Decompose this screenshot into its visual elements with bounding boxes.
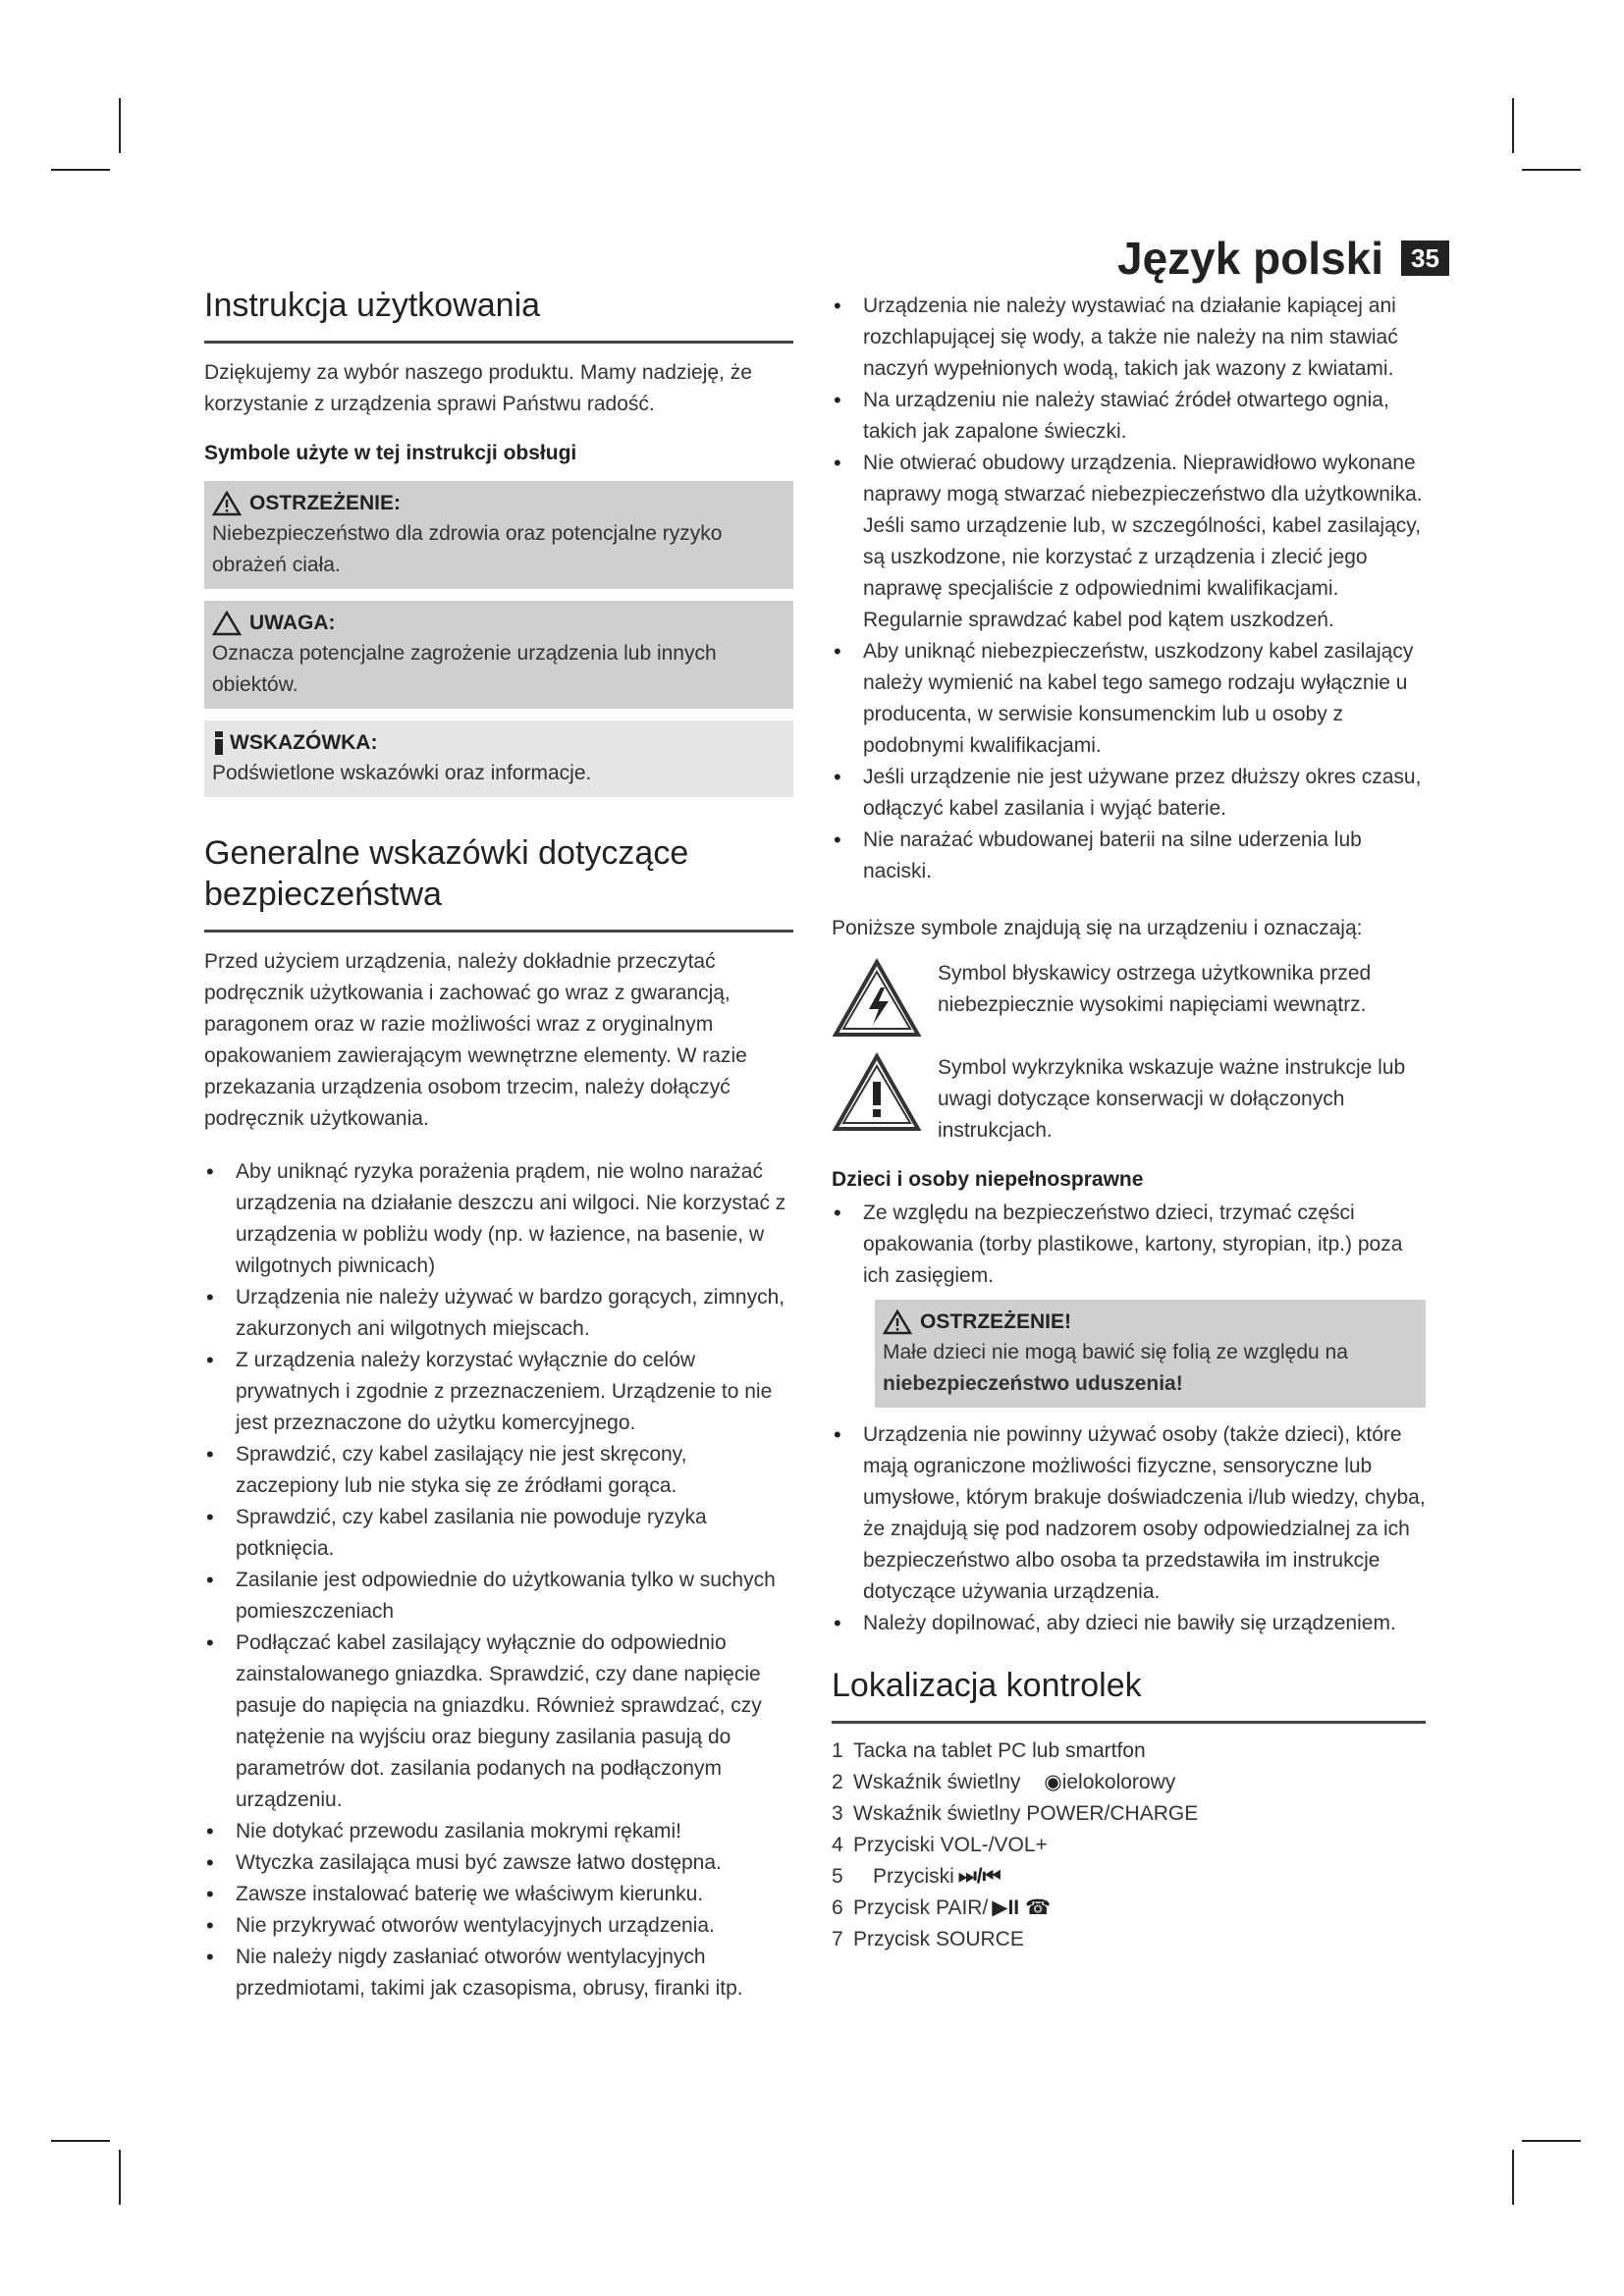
lightning-symbol-text: Symbol błyskawicy ostrzega użytkownika przed niebezpiecznie wysokimi napięciami wewnątrz. xyxy=(938,962,1372,1016)
multicolor-led-icon: ◉ xyxy=(1044,1770,1062,1793)
play-pause-phone-icon: ▶II ☎ xyxy=(992,1896,1052,1919)
crop-mark xyxy=(119,98,121,153)
crop-mark xyxy=(1512,2150,1514,2205)
warning-title-row xyxy=(212,489,784,518)
page-header xyxy=(1117,232,1449,285)
list-item: • Nie przykrywać otworów wentylacyjnych urządzenia. xyxy=(204,1910,793,1942)
exclamation-symbol-text: Symbol wykrzyknika wskazuje ważne instrukcje lub uwagi dotyczące konserwacji w dołączonych instrukcjach. xyxy=(938,1056,1406,1142)
children-list xyxy=(832,1198,1426,1292)
controls-title: Lokalizacja kontrolek xyxy=(832,1665,1426,1724)
list-item: • Nie należy nigdy zasłaniać otworów wentylacyjnych przedmiotami, takimi jak czasopisma, obrusy, firanki itp. xyxy=(204,1942,793,2004)
crop-mark xyxy=(119,2150,121,2205)
item-label: Przyciski VOL-/VOL+ xyxy=(853,1833,1048,1856)
controls-list xyxy=(832,1735,1426,1955)
item-number: 3 xyxy=(832,1801,843,1825)
crop-mark xyxy=(1522,2140,1581,2142)
caution-title: UWAGA: xyxy=(249,611,336,634)
list-item: • Urządzenia nie należy wystawiać na działanie kapiącej ani rozchlapującej się wody, a także nie należy na nim stawiać naczyń wypełnionych wodą, takich jak wazony z kwiatami. xyxy=(832,291,1426,385)
intro-title: Instrukcja użytkowania xyxy=(204,285,793,344)
caution-triangle-icon xyxy=(212,611,242,636)
list-item: • Urządzenia nie powinny używać osoby (także dzieci), które mają ograniczone możliwości fizyczne, sensoryczne lub umysłowe, którym brakuje doświadczenia i/lub wiedzy, chyba, że znajdują się pod nadzorem osoby odpowiedzialnej za ich bezpieczeństwo albo osoba ta przedstawiła im instrukcje dotyczące używania urządzenia. xyxy=(832,1419,1426,1608)
children-warning-box xyxy=(875,1300,1426,1408)
list-item xyxy=(832,1735,1426,1767)
item-label: Przycisk SOURCE xyxy=(853,1927,1024,1950)
right-column xyxy=(832,291,1426,1955)
children-list-after xyxy=(832,1419,1426,1639)
list-item: • Na urządzeniu nie należy stawiać źródeł otwartego ognia, takich jak zapalone świeczki. xyxy=(832,385,1426,448)
symbols-heading: Symbole użyte w tej instrukcji obsługi xyxy=(204,441,577,464)
left-column xyxy=(204,285,793,2022)
skip-icon: ⏭/⏮ xyxy=(957,1864,1001,1888)
crop-mark xyxy=(1522,169,1581,171)
list-item xyxy=(832,1767,1426,1798)
hint-box xyxy=(204,721,793,797)
item-label: Przycisk PAIR/ xyxy=(853,1896,989,1919)
intro-text: Dziękujemy za wybór naszego produktu. Mamy nadzieję, że korzystanie z urządzenia sprawi Państwu radość. xyxy=(204,360,752,415)
list-item: • Zawsze instalować baterię we właściwym kierunku. xyxy=(204,1879,793,1910)
hint-title: WSKAZÓWKA: xyxy=(230,730,378,754)
crop-mark xyxy=(51,169,110,171)
hint-title-row xyxy=(212,728,784,758)
symbol-row xyxy=(832,1052,1426,1147)
list-item: • Nie dotykać przewodu zasilania mokrymi rękami! xyxy=(204,1816,793,1847)
children-heading: Dzieci i osoby niepełnosprawne xyxy=(832,1168,1144,1191)
children-warning-title: OSTRZEŻENIE! xyxy=(920,1310,1072,1333)
caution-title-row xyxy=(212,609,784,638)
list-item: • Ze względu na bezpieczeństwo dzieci, trzymać części opakowania (torby plastikowe, kartony, styropian, itp.) poza ich zasięgiem. xyxy=(832,1198,1426,1292)
list-item: • Podłączać kabel zasilający wyłącznie do odpowiednio zainstalowanego gniazdka. Sprawdzić, czy dane napięcie pasuje do napięcia na gniazdku. Również sprawdzać, czy natężenie na wyjściu oraz bieguny zasilania pasują do parametrów dot. zasilania podanych na podłączonym urządzeniu. xyxy=(204,1628,793,1816)
item-label: Tacka na tablet PC lub smartfon xyxy=(853,1738,1146,1762)
list-item xyxy=(832,1861,1426,1893)
item-number: 7 xyxy=(832,1927,843,1950)
warning-triangle-icon xyxy=(212,491,242,516)
list-item xyxy=(832,1830,1426,1861)
exclamation-warning-icon xyxy=(832,1052,922,1133)
item-number: 2 xyxy=(832,1770,843,1793)
list-item: • Należy dopilnować, aby dzieci nie bawiły się urządzeniem. xyxy=(832,1608,1426,1639)
safety-list-left xyxy=(204,1156,793,2004)
children-warning-text-part: Małe dzieci nie mogą bawić się folią ze względu na xyxy=(883,1341,1348,1363)
safety-title: Generalne wskazówki dotyczące bezpieczeństwa xyxy=(204,832,793,933)
list-item xyxy=(832,1924,1426,1955)
list-item: • Nie narażać wbudowanej baterii na silne uderzenia lub naciski. xyxy=(832,825,1426,887)
list-item: • Aby uniknąć niebezpieczeństw, uszkodzony kabel zasilający należy wymienić na kabel tego samego rodzaju wyłącznie u producenta, w serwisie konsumenckim lub u osoby z podobnymi kwalifikacjami. xyxy=(832,636,1426,762)
warning-triangle-icon xyxy=(883,1309,912,1335)
list-item xyxy=(832,1893,1426,1924)
children-warning-text-bold: niebezpieczeństwo uduszenia! xyxy=(883,1372,1183,1395)
list-item: • Zasilanie jest odpowiednie do użytkowania tylko w suchych pomieszczeniach xyxy=(204,1565,793,1628)
item-number: 5 xyxy=(832,1864,843,1888)
info-icon xyxy=(212,730,226,756)
item-number: 1 xyxy=(832,1738,843,1762)
caution-box xyxy=(204,601,793,709)
warning-title: OSTRZEŻENIE: xyxy=(249,491,402,514)
device-symbols-intro: Poniższe symbole znajdują się na urządzeniu i oznaczają: xyxy=(832,917,1363,939)
item-number: 6 xyxy=(832,1896,843,1919)
list-item: • Sprawdzić, czy kabel zasilający nie jest skręcony, zaczepiony lub nie styka się ze źródłami gorąca. xyxy=(204,1439,793,1502)
safety-list-right xyxy=(832,291,1426,887)
item-label: Wskaźnik świetlny xyxy=(853,1770,1021,1793)
warning-box xyxy=(204,481,793,589)
page-number: 35 xyxy=(1401,240,1449,276)
symbol-row xyxy=(832,958,1426,1039)
warning-text: Niebezpieczeństwo dla zdrowia oraz potencjalne ryzyko obrażeń ciała. xyxy=(212,521,723,576)
children-warning-text xyxy=(883,1337,1416,1400)
list-item: • Jeśli urządzenie nie jest używane przez dłuższy okres czasu, odłączyć kabel zasilania i wyjąć baterie. xyxy=(832,762,1426,825)
safety-intro: Przed użyciem urządzenia, należy dokładnie przeczytać podręcznik użytkowania i zachować go wraz z gwarancją, paragonem oraz w razie możliwości wraz z oryginalnym opakowaniem zawierającym wewnętrzne elementy. W razie przekazania urządzenia osobom trzecim, należy dołączyć podręcznik użytkowania. xyxy=(204,949,747,1130)
list-item: • Wtyczka zasilająca musi być zawsze łatwo dostępna. xyxy=(204,1847,793,1879)
crop-mark xyxy=(1512,98,1514,153)
hint-text: Podświetlone wskazówki oraz informacje. xyxy=(212,761,592,784)
list-item: • Aby uniknąć ryzyka porażenia prądem, nie wolno narażać urządzenia na działanie deszczu ani wilgoci. Nie korzystać z urządzenia w pobliżu wody (np. w łazience, na basenie, w wilgotnych piwnicach) xyxy=(204,1156,793,1282)
language-title: Język polski xyxy=(1117,233,1384,284)
item-number: 4 xyxy=(832,1833,843,1856)
list-item: • Urządzenia nie należy używać w bardzo gorących, zimnych, zakurzonych ani wilgotnych miejscach. xyxy=(204,1282,793,1345)
item-label: ielokolorowy xyxy=(1061,1770,1176,1793)
list-item: • Z urządzenia należy korzystać wyłącznie do celów prywatnych i zgodnie z przeznaczeniem. Urządzenie to nie jest przeznaczone do użytku komercyjnego. xyxy=(204,1345,793,1439)
list-item: • Nie otwierać obudowy urządzenia. Nieprawidłowo wykonane naprawy mogą stwarzać niebezpieczeństwo dla użytkownika. Jeśli samo urządzenie lub, w szczególności, kabel zasilający, są uszkodzone, nie korzystać z urządzenia i zlecić jego naprawę specjaliście z odpowiednimi kwalifikacjami. Regularnie sprawdzać kabel pod kątem uszkodzeń. xyxy=(832,448,1426,636)
list-item: • Sprawdzić, czy kabel zasilania nie powoduje ryzyka potknięcia. xyxy=(204,1502,793,1565)
lightning-warning-icon xyxy=(832,958,922,1039)
item-label: Przyciski xyxy=(873,1864,954,1888)
caution-text: Oznacza potencjalne zagrożenie urządzenia lub innych obiektów. xyxy=(212,641,717,696)
children-warning-title-row xyxy=(883,1308,1416,1337)
list-item xyxy=(832,1798,1426,1830)
crop-mark xyxy=(51,2140,110,2142)
item-label: Wskaźnik świetlny POWER/CHARGE xyxy=(853,1801,1199,1825)
